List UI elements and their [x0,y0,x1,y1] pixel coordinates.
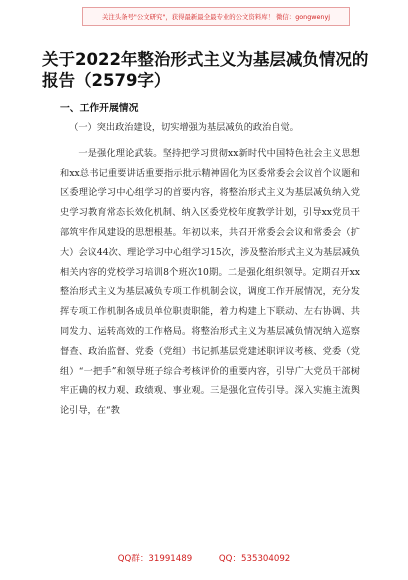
subsection-heading: （一）突出政治建设，切实增强为基层减负的政治自觉。 [69,122,299,133]
footer [0,552,408,568]
footer-qq: QQ：535304092 [218,554,291,564]
footer-qq-group: QQ群：31991489 [117,554,193,564]
page-title: 关于2022年整治形式主义为基层减负情况的报告（2579字） [42,50,369,90]
header-banner: 关注头条号"公文研究"，获得最新最全最专业的公文资料库！ 微信：gongwenyj [82,7,350,26]
body-paragraph: 一是强化理论武装。坚持把学习贯彻xx新时代中国特色社会主义思想和xx总书记重要讲话重要指示批示精神固化为区委常委会会议首个议题和区委理论学习中心组学习的首要内容，将整治形式主义为基层减负纳入党史学习教育常态长效化机制、纳入区委党校年度教学计划，引导xx党员干部筑牢作风建设的思想根基。年初以来，共召开常委会会议和常委会（扩大）会议44次、理论学习中心组学习15次，涉及整治形式主义为基层减负相关内容的党校学习培训8个班次10期。二是强化组织领导。定期召开xx整治形式主义为基层减负专项工作机制会议，调度工作开展情况，充分发挥专项工作机制各成员单位职责职能，着力构建上下联动、左右协调、共同发力、运转高效的工作格局。将整治形式主义为基层减负情况纳入巡察督查、政治监督、党委（党组）书记抓基层党建述职评议考核、党委（党组）“一把手”和领导班子综合考核评价的重要内容，引导广大党员干部树牢正确的权力观、政绩观、事业观。三是强化宣传引导。深入实施主流舆论引导，在“教 [60,147,360,417]
section-heading: 一、工作开展情况 [60,103,139,114]
document-body [60,118,360,427]
